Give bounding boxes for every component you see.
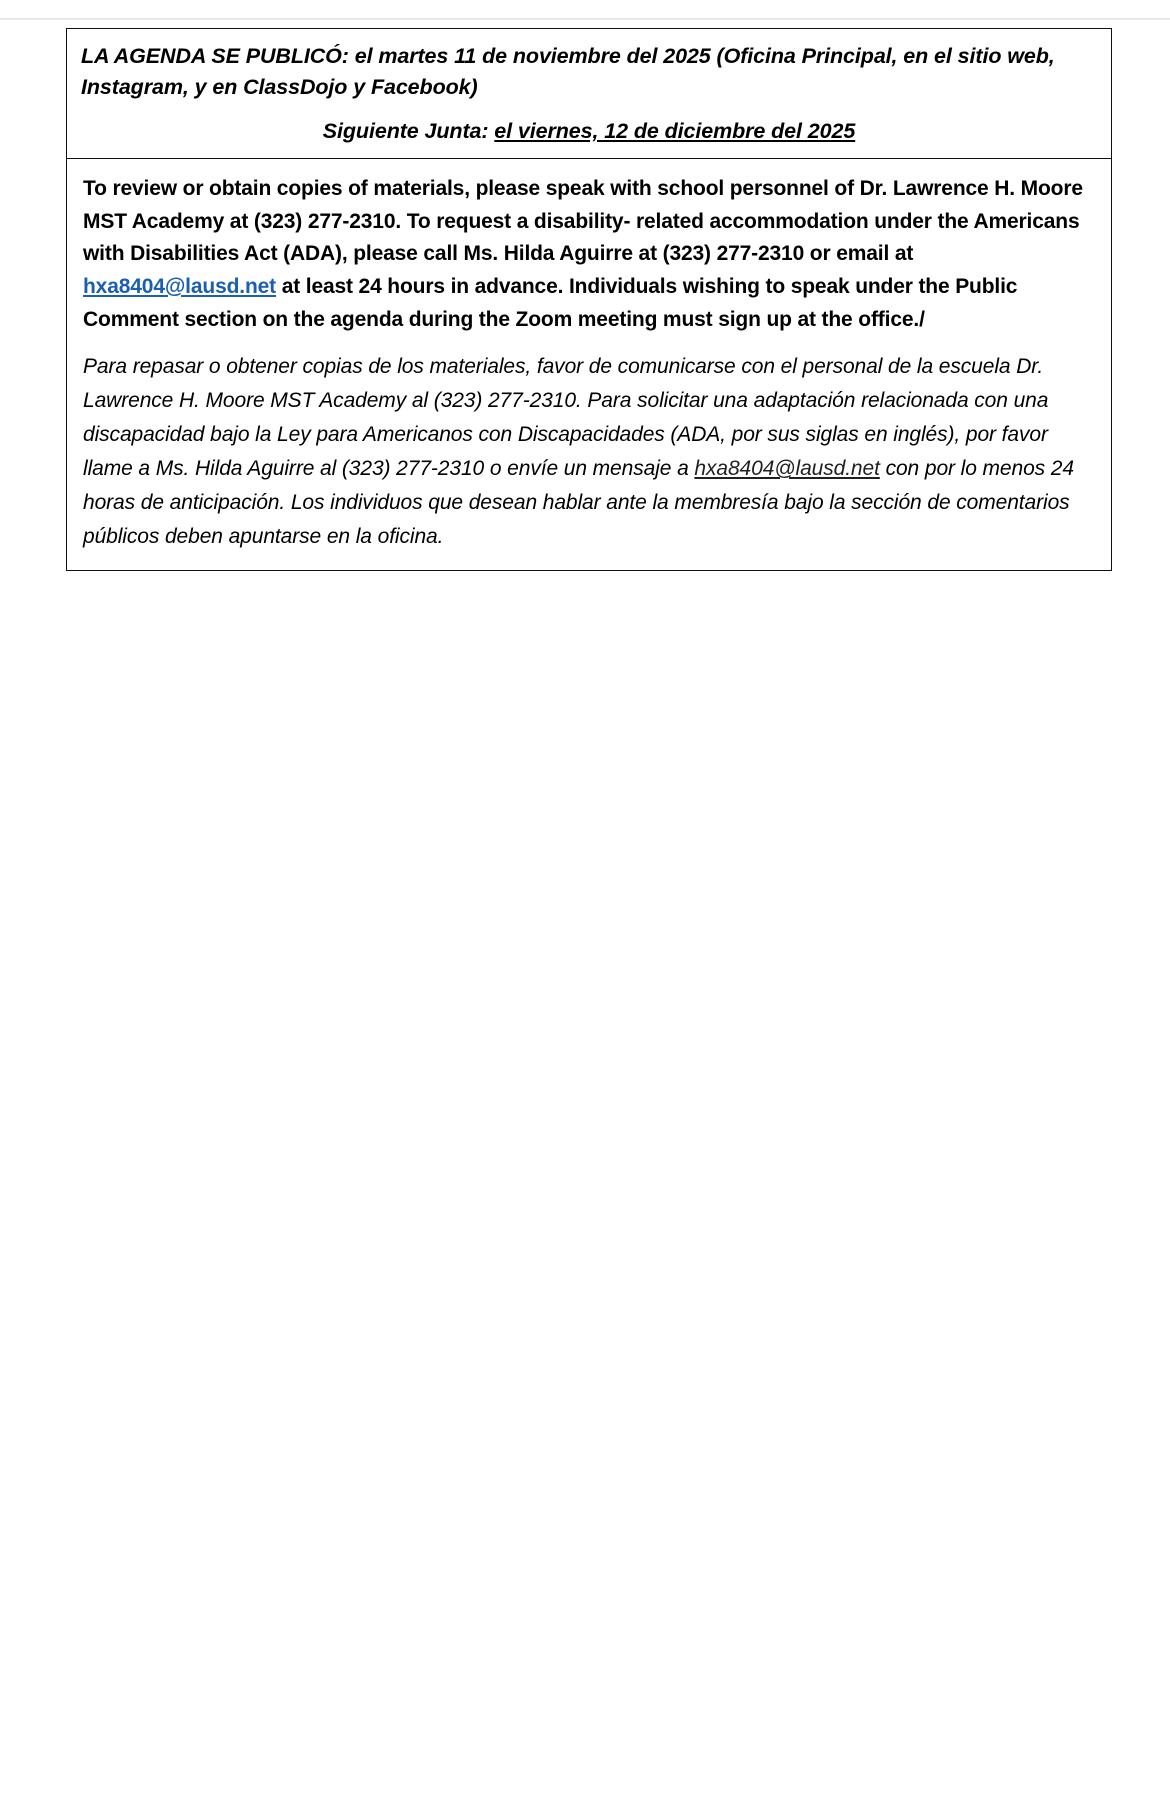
agenda-published-line bbox=[81, 41, 1097, 103]
agenda-published-label: LA AGENDA SE PUBLICÓ bbox=[81, 44, 342, 68]
agenda-publication-box bbox=[66, 28, 1112, 158]
next-meeting-label: Siguiente Junta: bbox=[322, 119, 489, 144]
english-notice-part1: To review or obtain copies of materials, please speak with school personnel of Dr. Lawrence H. Moore MST Academy at (323) 277-2310. To request a disability- related accommodation under the Americans with Disabilities Act (ADA), please call Ms. Hilda Aguirre at (323) 277-2310 or email at bbox=[83, 177, 1083, 266]
english-notice-part2: at least 24 hours in advance. Individuals wishing to speak under the Public Comment section on the agenda during the Zoom meeting must sign up at the office./ bbox=[83, 274, 1018, 331]
agenda-published-detail: el martes 11 de noviembre del 2025 (Oficina Principal, en el sitio web, Instagram, y en ClassDojo y Facebook) bbox=[81, 44, 1055, 100]
page-top-strip bbox=[0, 0, 1170, 20]
accessibility-notice-box bbox=[66, 158, 1112, 571]
next-meeting-line bbox=[81, 119, 1097, 144]
english-notice-paragraph bbox=[83, 173, 1095, 336]
spanish-notice-part1: Para repasar o obtener copias de los materiales, favor de comunicarse con el personal de la escuela Dr. Lawrence H. Moore MST Academy al (323) 277-2310. Para solicitar una adaptación relacionada con una discapacidad bajo la Ley para Americanos con Discapacidades (ADA, por sus siglas en inglés), por favor llame a Ms. Hilda Aguirre al (323) 277-2310 o envíe un mensaje a bbox=[83, 355, 1049, 481]
spanish-notice-part2: con por lo menos 24 horas de anticipación. Los individuos que desean hablar ante la membresía bajo la sección de comentarios públicos deben apuntarse en la oficina. bbox=[83, 457, 1074, 549]
spanish-notice-paragraph bbox=[83, 350, 1095, 554]
next-meeting-date: el viernes, 12 de diciembre del 2025 bbox=[494, 119, 856, 144]
english-email-link[interactable]: hxa8404@lausd.net bbox=[83, 274, 277, 298]
agenda-published-separator: : bbox=[341, 44, 355, 68]
spanish-email-link[interactable]: hxa8404@lausd.net bbox=[694, 457, 880, 481]
notice-document bbox=[66, 28, 1112, 571]
